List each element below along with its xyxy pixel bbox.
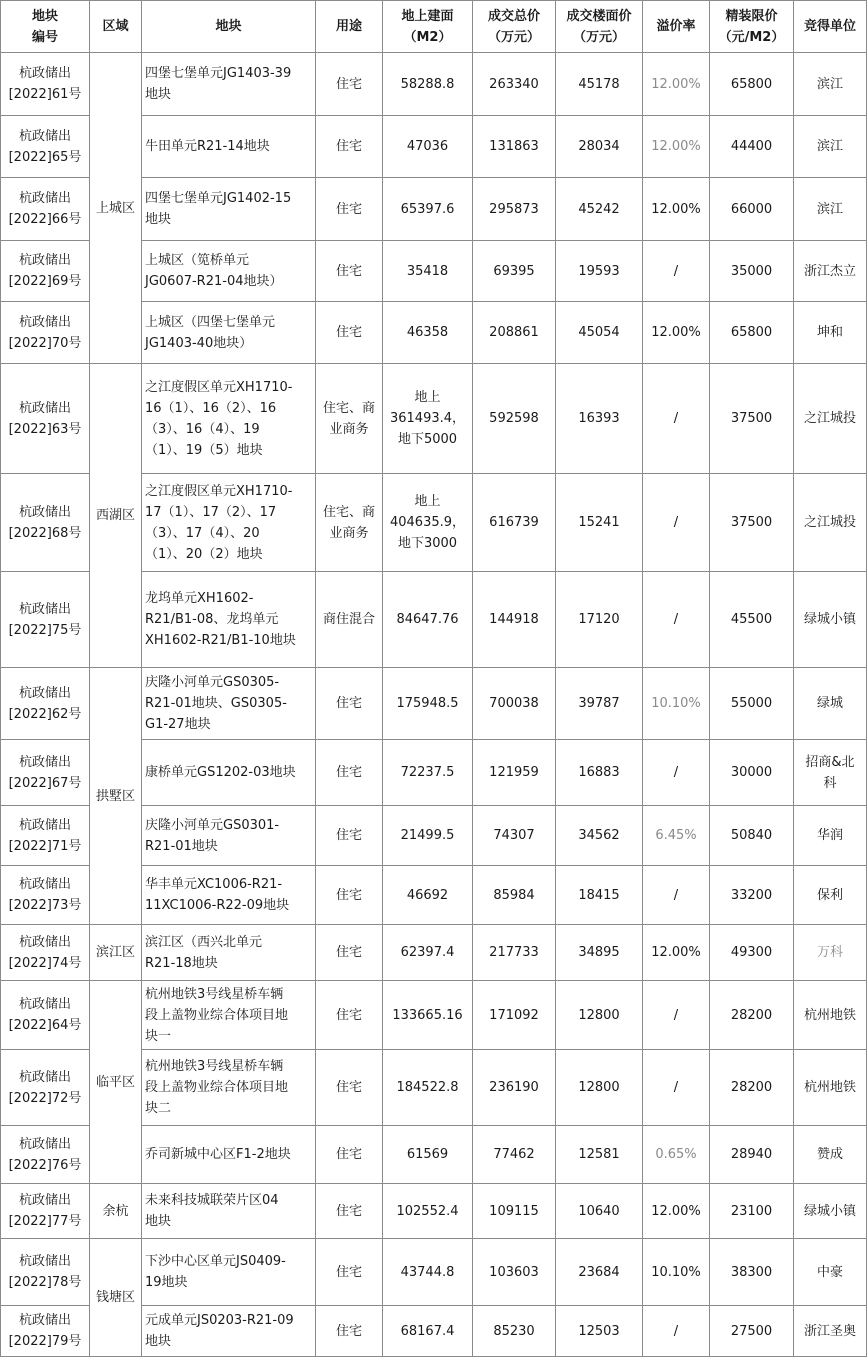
use-cell: 住宅 bbox=[316, 1050, 383, 1126]
use-cell: 住宅 bbox=[316, 302, 383, 364]
winner-cell: 浙江圣奥 bbox=[794, 1306, 867, 1357]
price-cap-cell: 65800 bbox=[710, 302, 794, 364]
plot-name-cell: 杭州地铁3号线星桥车辆 段上盖物业综合体项目地 块二 bbox=[142, 1050, 316, 1126]
plot-name-cell: 上城区（四堡七堡单元 JG1403-40地块） bbox=[142, 302, 316, 364]
header-row bbox=[1, 1, 867, 53]
district-cell: 余杭 bbox=[90, 1184, 142, 1239]
use-cell: 住宅 bbox=[316, 740, 383, 806]
district-cell: 钱塘区 bbox=[90, 1239, 142, 1357]
unit-price-cell: 45178 bbox=[556, 53, 643, 116]
use-cell: 住宅 bbox=[316, 116, 383, 178]
plot-number-cell: 杭政储出 [2022]79号 bbox=[1, 1306, 90, 1357]
plot-number-cell: 杭政储出 [2022]67号 bbox=[1, 740, 90, 806]
header-winner: 竞得单位 bbox=[794, 1, 867, 53]
winner-cell: 绿城小镇 bbox=[794, 1184, 867, 1239]
plot-number-cell: 杭政储出 [2022]62号 bbox=[1, 668, 90, 740]
district-cell: 西湖区 bbox=[90, 364, 142, 668]
use-cell: 住宅 bbox=[316, 925, 383, 981]
total-price-cell: 263340 bbox=[473, 53, 556, 116]
premium-rate-cell: / bbox=[643, 572, 710, 668]
plot-number-cell: 杭政储出 [2022]75号 bbox=[1, 572, 90, 668]
price-cap-cell: 35000 bbox=[710, 241, 794, 302]
price-cap-cell: 37500 bbox=[710, 364, 794, 474]
winner-cell: 杭州地铁 bbox=[794, 981, 867, 1050]
premium-rate-cell: 6.45% bbox=[643, 806, 710, 866]
plot-number-cell: 杭政储出 [2022]64号 bbox=[1, 981, 90, 1050]
total-price-cell: 171092 bbox=[473, 981, 556, 1050]
winner-cell: 杭州地铁 bbox=[794, 1050, 867, 1126]
plot-name-cell: 元成单元JS0203-R21-09 地块 bbox=[142, 1306, 316, 1357]
total-price-cell: 109115 bbox=[473, 1184, 556, 1239]
floor-area-cell: 47036 bbox=[383, 116, 473, 178]
header-total-price: 成交总价 （万元） bbox=[473, 1, 556, 53]
unit-price-cell: 16883 bbox=[556, 740, 643, 806]
premium-rate-cell: 10.10% bbox=[643, 1239, 710, 1306]
winner-cell: 滨江 bbox=[794, 178, 867, 241]
unit-price-cell: 45054 bbox=[556, 302, 643, 364]
premium-rate-cell: / bbox=[643, 981, 710, 1050]
floor-area-cell: 地上 361493.4， 地下5000 bbox=[383, 364, 473, 474]
price-cap-cell: 65800 bbox=[710, 53, 794, 116]
price-cap-cell: 55000 bbox=[710, 668, 794, 740]
plot-name-cell: 上城区（笕桥单元 JG0607-R21-04地块） bbox=[142, 241, 316, 302]
plot-name-cell: 康桥单元GS1202-03地块 bbox=[142, 740, 316, 806]
plot-number-cell: 杭政储出 [2022]76号 bbox=[1, 1126, 90, 1184]
plot-name-cell: 四堡七堡单元JG1402-15 地块 bbox=[142, 178, 316, 241]
price-cap-cell: 30000 bbox=[710, 740, 794, 806]
district-cell: 临平区 bbox=[90, 981, 142, 1184]
premium-rate-cell: 12.00% bbox=[643, 925, 710, 981]
unit-price-cell: 12800 bbox=[556, 1050, 643, 1126]
total-price-cell: 77462 bbox=[473, 1126, 556, 1184]
unit-price-cell: 12800 bbox=[556, 981, 643, 1050]
plot-name-cell: 杭州地铁3号线星桥车辆 段上盖物业综合体项目地 块一 bbox=[142, 981, 316, 1050]
total-price-cell: 217733 bbox=[473, 925, 556, 981]
total-price-cell: 103603 bbox=[473, 1239, 556, 1306]
use-cell: 住宅 bbox=[316, 178, 383, 241]
unit-price-cell: 12503 bbox=[556, 1306, 643, 1357]
plot-name-cell: 乔司新城中心区F1-2地块 bbox=[142, 1126, 316, 1184]
table-row bbox=[1, 1239, 867, 1306]
floor-area-cell: 102552.4 bbox=[383, 1184, 473, 1239]
price-cap-cell: 45500 bbox=[710, 572, 794, 668]
premium-rate-cell: / bbox=[643, 740, 710, 806]
premium-rate-cell: / bbox=[643, 474, 710, 572]
unit-price-cell: 28034 bbox=[556, 116, 643, 178]
winner-cell: 中豪 bbox=[794, 1239, 867, 1306]
premium-rate-cell: 12.00% bbox=[643, 302, 710, 364]
price-cap-cell: 44400 bbox=[710, 116, 794, 178]
price-cap-cell: 28200 bbox=[710, 1050, 794, 1126]
header-use: 用途 bbox=[316, 1, 383, 53]
use-cell: 住宅、商 业商务 bbox=[316, 364, 383, 474]
table-row bbox=[1, 1184, 867, 1239]
winner-cell: 赞成 bbox=[794, 1126, 867, 1184]
floor-area-cell: 68167.4 bbox=[383, 1306, 473, 1357]
total-price-cell: 236190 bbox=[473, 1050, 556, 1126]
plot-number-cell: 杭政储出 [2022]61号 bbox=[1, 53, 90, 116]
plot-name-cell: 四堡七堡单元JG1403-39 地块 bbox=[142, 53, 316, 116]
use-cell: 住宅 bbox=[316, 53, 383, 116]
floor-area-cell: 21499.5 bbox=[383, 806, 473, 866]
unit-price-cell: 10640 bbox=[556, 1184, 643, 1239]
winner-cell: 招商&北 科 bbox=[794, 740, 867, 806]
use-cell: 住宅 bbox=[316, 1239, 383, 1306]
table-row bbox=[1, 53, 867, 116]
unit-price-cell: 34562 bbox=[556, 806, 643, 866]
floor-area-cell: 84647.76 bbox=[383, 572, 473, 668]
winner-cell: 绿城小镇 bbox=[794, 572, 867, 668]
header-plot: 地块 bbox=[142, 1, 316, 53]
premium-rate-cell: 10.10% bbox=[643, 668, 710, 740]
unit-price-cell: 12581 bbox=[556, 1126, 643, 1184]
floor-area-cell: 175948.5 bbox=[383, 668, 473, 740]
plot-number-cell: 杭政储出 [2022]66号 bbox=[1, 178, 90, 241]
plot-name-cell: 滨江区（西兴北单元 R21-18地块 bbox=[142, 925, 316, 981]
unit-price-cell: 34895 bbox=[556, 925, 643, 981]
header-floor-area: 地上建面 （M2） bbox=[383, 1, 473, 53]
winner-cell: 滨江 bbox=[794, 116, 867, 178]
plot-name-cell: 牛田单元R21-14地块 bbox=[142, 116, 316, 178]
plot-name-cell: 庆隆小河单元GS0305- R21-01地块、GS0305- G1-27地块 bbox=[142, 668, 316, 740]
total-price-cell: 69395 bbox=[473, 241, 556, 302]
premium-rate-cell: / bbox=[643, 364, 710, 474]
use-cell: 住宅 bbox=[316, 241, 383, 302]
price-cap-cell: 37500 bbox=[710, 474, 794, 572]
table-body bbox=[1, 53, 867, 1357]
district-cell: 上城区 bbox=[90, 53, 142, 364]
header-premium-rate: 溢价率 bbox=[643, 1, 710, 53]
winner-cell: 滨江 bbox=[794, 53, 867, 116]
total-price-cell: 74307 bbox=[473, 806, 556, 866]
total-price-cell: 85984 bbox=[473, 866, 556, 925]
plot-name-cell: 下沙中心区单元JS0409- 19地块 bbox=[142, 1239, 316, 1306]
use-cell: 住宅 bbox=[316, 806, 383, 866]
plot-name-cell: 庆隆小河单元GS0301- R21-01地块 bbox=[142, 806, 316, 866]
header-price-cap: 精装限价 （元/M2） bbox=[710, 1, 794, 53]
header-district: 区域 bbox=[90, 1, 142, 53]
premium-rate-cell: 12.00% bbox=[643, 53, 710, 116]
use-cell: 住宅 bbox=[316, 981, 383, 1050]
plot-name-cell: 之江度假区单元XH1710- 17（1）、17（2）、17 （3）、17（4）、20 （1）、20（2）地块 bbox=[142, 474, 316, 572]
winner-cell: 万科 bbox=[794, 925, 867, 981]
total-price-cell: 208861 bbox=[473, 302, 556, 364]
plot-number-cell: 杭政储出 [2022]77号 bbox=[1, 1184, 90, 1239]
premium-rate-cell: / bbox=[643, 1050, 710, 1126]
table-row bbox=[1, 668, 867, 740]
premium-rate-cell: / bbox=[643, 866, 710, 925]
unit-price-cell: 39787 bbox=[556, 668, 643, 740]
plot-number-cell: 杭政储出 [2022]72号 bbox=[1, 1050, 90, 1126]
plot-name-cell: 未来科技城联荣片区04 地块 bbox=[142, 1184, 316, 1239]
premium-rate-cell: 12.00% bbox=[643, 178, 710, 241]
price-cap-cell: 38300 bbox=[710, 1239, 794, 1306]
winner-cell: 保利 bbox=[794, 866, 867, 925]
use-cell: 住宅 bbox=[316, 1126, 383, 1184]
plot-number-cell: 杭政储出 [2022]70号 bbox=[1, 302, 90, 364]
use-cell: 住宅 bbox=[316, 1184, 383, 1239]
price-cap-cell: 49300 bbox=[710, 925, 794, 981]
floor-area-cell: 72237.5 bbox=[383, 740, 473, 806]
price-cap-cell: 50840 bbox=[710, 806, 794, 866]
plot-number-cell: 杭政储出 [2022]78号 bbox=[1, 1239, 90, 1306]
premium-rate-cell: 12.00% bbox=[643, 1184, 710, 1239]
total-price-cell: 700038 bbox=[473, 668, 556, 740]
premium-rate-cell: / bbox=[643, 1306, 710, 1357]
plot-number-cell: 杭政储出 [2022]68号 bbox=[1, 474, 90, 572]
price-cap-cell: 66000 bbox=[710, 178, 794, 241]
floor-area-cell: 184522.8 bbox=[383, 1050, 473, 1126]
floor-area-cell: 65397.6 bbox=[383, 178, 473, 241]
floor-area-cell: 地上 404635.9， 地下3000 bbox=[383, 474, 473, 572]
use-cell: 住宅、商 业商务 bbox=[316, 474, 383, 572]
plot-name-cell: 华丰单元XC1006-R21- 11XC1006-R22-09地块 bbox=[142, 866, 316, 925]
total-price-cell: 295873 bbox=[473, 178, 556, 241]
plot-number-cell: 杭政储出 [2022]73号 bbox=[1, 866, 90, 925]
price-cap-cell: 28940 bbox=[710, 1126, 794, 1184]
total-price-cell: 144918 bbox=[473, 572, 556, 668]
unit-price-cell: 19593 bbox=[556, 241, 643, 302]
district-cell: 拱墅区 bbox=[90, 668, 142, 925]
floor-area-cell: 43744.8 bbox=[383, 1239, 473, 1306]
use-cell: 住宅 bbox=[316, 866, 383, 925]
winner-cell: 浙江杰立 bbox=[794, 241, 867, 302]
unit-price-cell: 15241 bbox=[556, 474, 643, 572]
plot-name-cell: 之江度假区单元XH1710- 16（1）、16（2）、16 （3）、16（4）、19 （1）、19（5）地块 bbox=[142, 364, 316, 474]
premium-rate-cell: 12.00% bbox=[643, 116, 710, 178]
header-plot-number: 地块 编号 bbox=[1, 1, 90, 53]
table-row bbox=[1, 925, 867, 981]
unit-price-cell: 16393 bbox=[556, 364, 643, 474]
plot-number-cell: 杭政储出 [2022]63号 bbox=[1, 364, 90, 474]
total-price-cell: 616739 bbox=[473, 474, 556, 572]
floor-area-cell: 62397.4 bbox=[383, 925, 473, 981]
table-row bbox=[1, 981, 867, 1050]
total-price-cell: 131863 bbox=[473, 116, 556, 178]
premium-rate-cell: 0.65% bbox=[643, 1126, 710, 1184]
winner-cell: 之江城投 bbox=[794, 474, 867, 572]
unit-price-cell: 45242 bbox=[556, 178, 643, 241]
unit-price-cell: 23684 bbox=[556, 1239, 643, 1306]
price-cap-cell: 23100 bbox=[710, 1184, 794, 1239]
floor-area-cell: 46692 bbox=[383, 866, 473, 925]
unit-price-cell: 17120 bbox=[556, 572, 643, 668]
total-price-cell: 85230 bbox=[473, 1306, 556, 1357]
use-cell: 商住混合 bbox=[316, 572, 383, 668]
winner-cell: 绿城 bbox=[794, 668, 867, 740]
total-price-cell: 121959 bbox=[473, 740, 556, 806]
district-cell: 滨江区 bbox=[90, 925, 142, 981]
price-cap-cell: 28200 bbox=[710, 981, 794, 1050]
plot-number-cell: 杭政储出 [2022]69号 bbox=[1, 241, 90, 302]
plot-name-cell: 龙坞单元XH1602- R21/B1-08、龙坞单元 XH1602-R21/B1-10地块 bbox=[142, 572, 316, 668]
floor-area-cell: 35418 bbox=[383, 241, 473, 302]
table-row bbox=[1, 364, 867, 474]
plot-number-cell: 杭政储出 [2022]74号 bbox=[1, 925, 90, 981]
floor-area-cell: 61569 bbox=[383, 1126, 473, 1184]
price-cap-cell: 33200 bbox=[710, 866, 794, 925]
plot-number-cell: 杭政储出 [2022]71号 bbox=[1, 806, 90, 866]
winner-cell: 坤和 bbox=[794, 302, 867, 364]
winner-cell: 华润 bbox=[794, 806, 867, 866]
winner-cell: 之江城投 bbox=[794, 364, 867, 474]
floor-area-cell: 46358 bbox=[383, 302, 473, 364]
floor-area-cell: 58288.8 bbox=[383, 53, 473, 116]
floor-area-cell: 133665.16 bbox=[383, 981, 473, 1050]
price-cap-cell: 27500 bbox=[710, 1306, 794, 1357]
header-unit-price: 成交楼面价 （万元） bbox=[556, 1, 643, 53]
unit-price-cell: 18415 bbox=[556, 866, 643, 925]
premium-rate-cell: / bbox=[643, 241, 710, 302]
use-cell: 住宅 bbox=[316, 1306, 383, 1357]
total-price-cell: 592598 bbox=[473, 364, 556, 474]
use-cell: 住宅 bbox=[316, 668, 383, 740]
plot-number-cell: 杭政储出 [2022]65号 bbox=[1, 116, 90, 178]
